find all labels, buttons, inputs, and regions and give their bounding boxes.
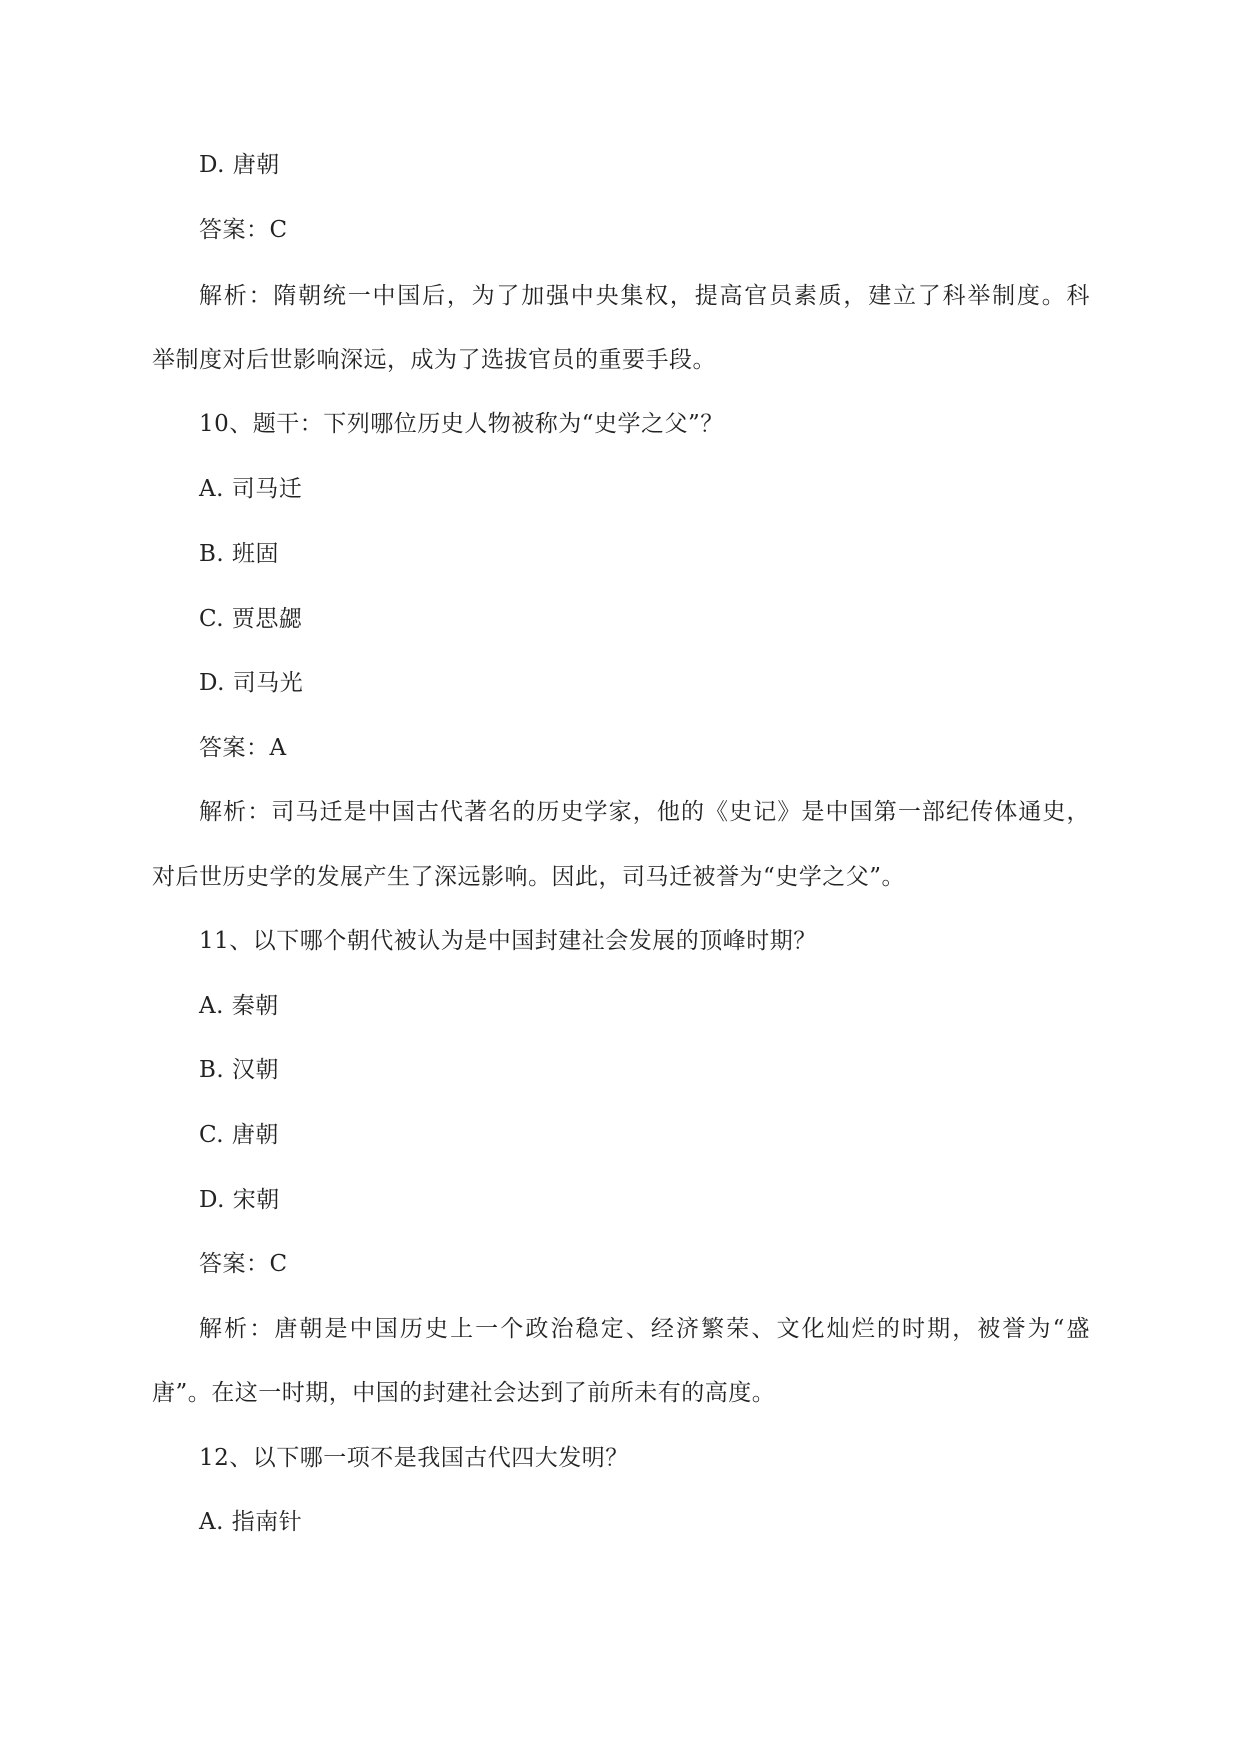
q9-analysis-line-2: 举制度对后世影响深远，成为了选拔官员的重要手段。 [152,347,716,373]
q10-option-b: B. 班固 [199,541,280,567]
q11-answer: 答案：C [199,1251,288,1277]
q10-option-a: A. 司马迁 [199,476,303,502]
q9-answer: 答案：C [199,217,288,243]
q10-analysis-line-1: 解析：司马迁是中国古代著名的历史学家，他的《史记》是中国第一部纪传体通史， [199,799,1090,825]
q11-analysis-line-2: 唐”。在这一时期，中国的封建社会达到了前所未有的高度。 [152,1380,776,1406]
q10-answer: 答案：A [199,735,287,761]
q11-option-d: D. 宋朝 [199,1187,280,1213]
q10-option-d: D. 司马光 [199,670,304,696]
q11-option-b: B. 汉朝 [199,1057,280,1083]
q11-analysis-line-1: 解析：唐朝是中国历史上一个政治稳定、经济繁荣、文化灿烂的时期，被誉为“盛 [199,1316,1090,1342]
q10-stem: 10、题干：下列哪位历史人物被称为“史学之父”？ [199,411,724,437]
q11-stem: 11、以下哪个朝代被认为是中国封建社会发展的顶峰时期？ [199,928,817,954]
q12-option-a: A. 指南针 [199,1509,303,1535]
q11-option-c: C. 唐朝 [199,1122,279,1148]
q9-option-d: D. 唐朝 [199,152,280,178]
q10-analysis-line-2: 对后世历史学的发展产生了深远影响。因此，司马迁被誉为“史学之父”。 [152,864,906,890]
q12-stem: 12、以下哪一项不是我国古代四大发明？ [199,1445,629,1471]
q10-option-c: C. 贾思勰 [199,606,303,632]
q11-option-a: A. 秦朝 [199,993,279,1019]
q9-analysis-line-1: 解析：隋朝统一中国后，为了加强中央集权，提高官员素质，建立了科举制度。科 [199,283,1090,309]
